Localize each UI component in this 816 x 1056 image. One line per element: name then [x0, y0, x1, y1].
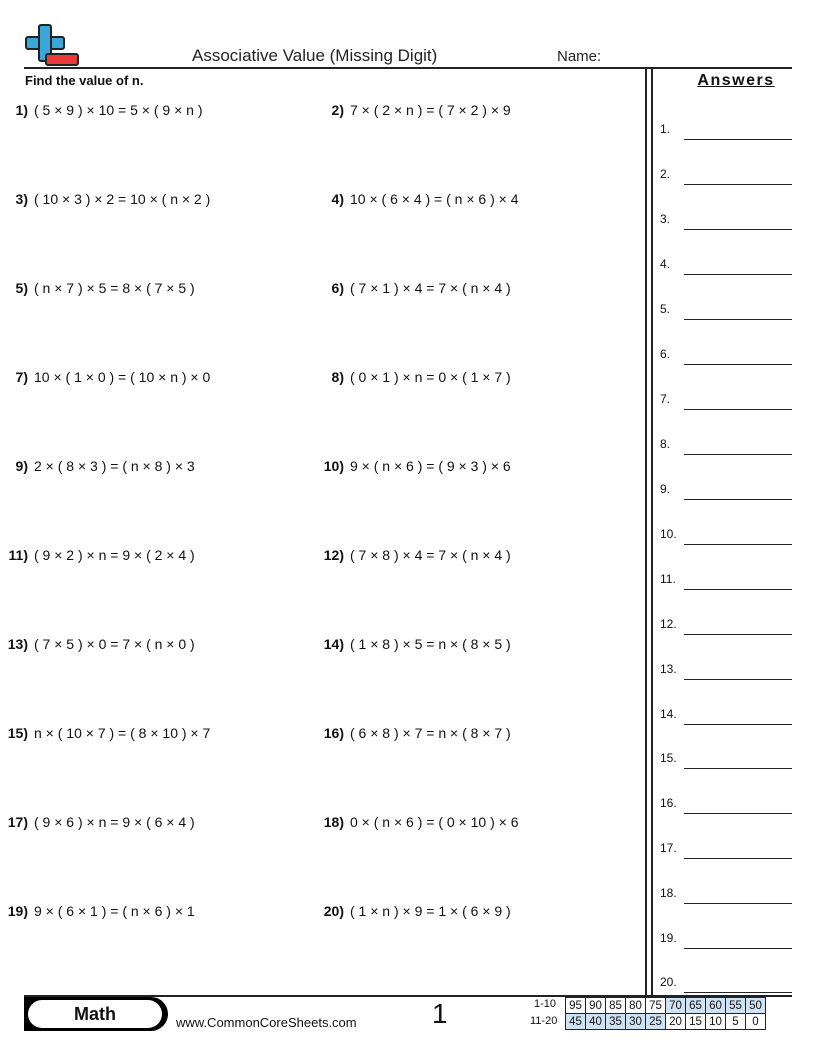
- answer-column-divider-left: [645, 68, 647, 996]
- answer-blank-13[interactable]: 13.: [660, 662, 792, 682]
- answer-blank-17[interactable]: 17.: [660, 841, 792, 861]
- worksheet-title: Associative Value (Missing Digit): [192, 46, 438, 65]
- problem-19: 19) 9 × ( 6 × 1 ) = ( n × 6 ) × 1: [7, 903, 195, 919]
- website-url: www.CommonCoreSheets.com: [176, 1015, 357, 1030]
- problem-16: 16) ( 6 × 8 ) × 7 = n × ( 8 × 7 ): [323, 725, 511, 741]
- score-row-1-10: 95 90 85 80 75 70 65 60 55 50: [566, 998, 766, 1014]
- page-number: 1: [432, 998, 448, 1029]
- plus-minus-logo-icon: [24, 24, 80, 68]
- answer-blank-9[interactable]: 9.: [660, 482, 792, 502]
- score-row-label-2: 11-20: [530, 1015, 558, 1027]
- answer-blank-19[interactable]: 19.: [660, 931, 792, 951]
- problem-7: 7) 10 × ( 1 × 0 ) = ( 10 × n ) × 0: [15, 369, 211, 385]
- score-row-label-1: 1-10: [534, 998, 557, 1010]
- problem-4: 4) 10 × ( 6 × 4 ) = ( n × 6 ) × 4: [331, 191, 519, 207]
- answer-blank-5[interactable]: 5.: [660, 302, 792, 322]
- answer-column-divider-right: [651, 68, 653, 996]
- answer-blank-20[interactable]: 20.: [660, 975, 792, 995]
- problem-20: 20) ( 1 × n ) × 9 = 1 × ( 6 × 9 ): [323, 903, 511, 919]
- answer-blank-6[interactable]: 6.: [660, 347, 792, 367]
- answer-blank-2[interactable]: 2.: [660, 167, 792, 187]
- answer-blank-10[interactable]: 10.: [660, 527, 792, 547]
- answer-blank-3[interactable]: 3.: [660, 212, 792, 232]
- problem-15: 15) n × ( 10 × 7 ) = ( 8 × 10 ) × 7: [7, 725, 211, 741]
- problem-6: 6) ( 7 × 1 ) × 4 = 7 × ( n × 4 ): [331, 280, 511, 296]
- problem-2: 2) 7 × ( 2 × n ) = ( 7 × 2 ) × 9: [331, 102, 511, 118]
- problem-18: 18) 0 × ( n × 6 ) = ( 0 × 10 ) × 6: [323, 814, 519, 830]
- problem-11: 11) ( 9 × 2 ) × n = 9 × ( 2 × 4 ): [8, 547, 195, 563]
- problem-12: 12) ( 7 × 8 ) × 4 = 7 × ( n × 4 ): [323, 547, 511, 563]
- answer-blank-7[interactable]: 7.: [660, 392, 792, 412]
- answer-blank-14[interactable]: 14.: [660, 707, 792, 727]
- problem-3: 3) ( 10 × 3 ) × 2 = 10 × ( n × 2 ): [15, 191, 211, 207]
- answer-blank-4[interactable]: 4.: [660, 257, 792, 277]
- answers-header: Answers: [697, 72, 775, 89]
- problem-9: 9) 2 × ( 8 × 3 ) = ( n × 8 ) × 3: [15, 458, 195, 474]
- answer-blank-15[interactable]: 15.: [660, 751, 792, 771]
- problem-14: 14) ( 1 × 8 ) × 5 = n × ( 8 × 5 ): [323, 636, 511, 652]
- problem-13: 13) ( 7 × 5 ) × 0 = 7 × ( n × 0 ): [7, 636, 195, 652]
- name-label: Name:: [557, 48, 602, 65]
- problem-5: 5) ( n × 7 ) × 5 = 8 × ( 7 × 5 ): [15, 280, 195, 296]
- problem-10: 10) 9 × ( n × 6 ) = ( 9 × 3 ) × 6: [323, 458, 511, 474]
- answer-blank-1[interactable]: 1.: [660, 122, 792, 142]
- problem-17: 17) ( 9 × 6 ) × n = 9 × ( 6 × 4 ): [7, 814, 195, 830]
- problem-8: 8) ( 0 × 1 ) × n = 0 × ( 1 × 7 ): [331, 369, 511, 385]
- answer-blank-8[interactable]: 8.: [660, 437, 792, 457]
- answer-blank-18[interactable]: 18.: [660, 886, 792, 906]
- instructions: Find the value of n.: [25, 73, 144, 88]
- problem-1: 1) ( 5 × 9 ) × 10 = 5 × ( 9 × n ): [15, 102, 203, 118]
- score-row-11-20: 45 40 35 30 25 20 15 10 5 0: [566, 1014, 766, 1030]
- answer-blank-12[interactable]: 12.: [660, 617, 792, 637]
- score-table: [565, 997, 766, 1030]
- answer-blank-11[interactable]: 11.: [660, 572, 792, 592]
- answer-blank-16[interactable]: 16.: [660, 796, 792, 816]
- subject-badge: Math: [24, 997, 168, 1031]
- header-divider: [24, 67, 792, 69]
